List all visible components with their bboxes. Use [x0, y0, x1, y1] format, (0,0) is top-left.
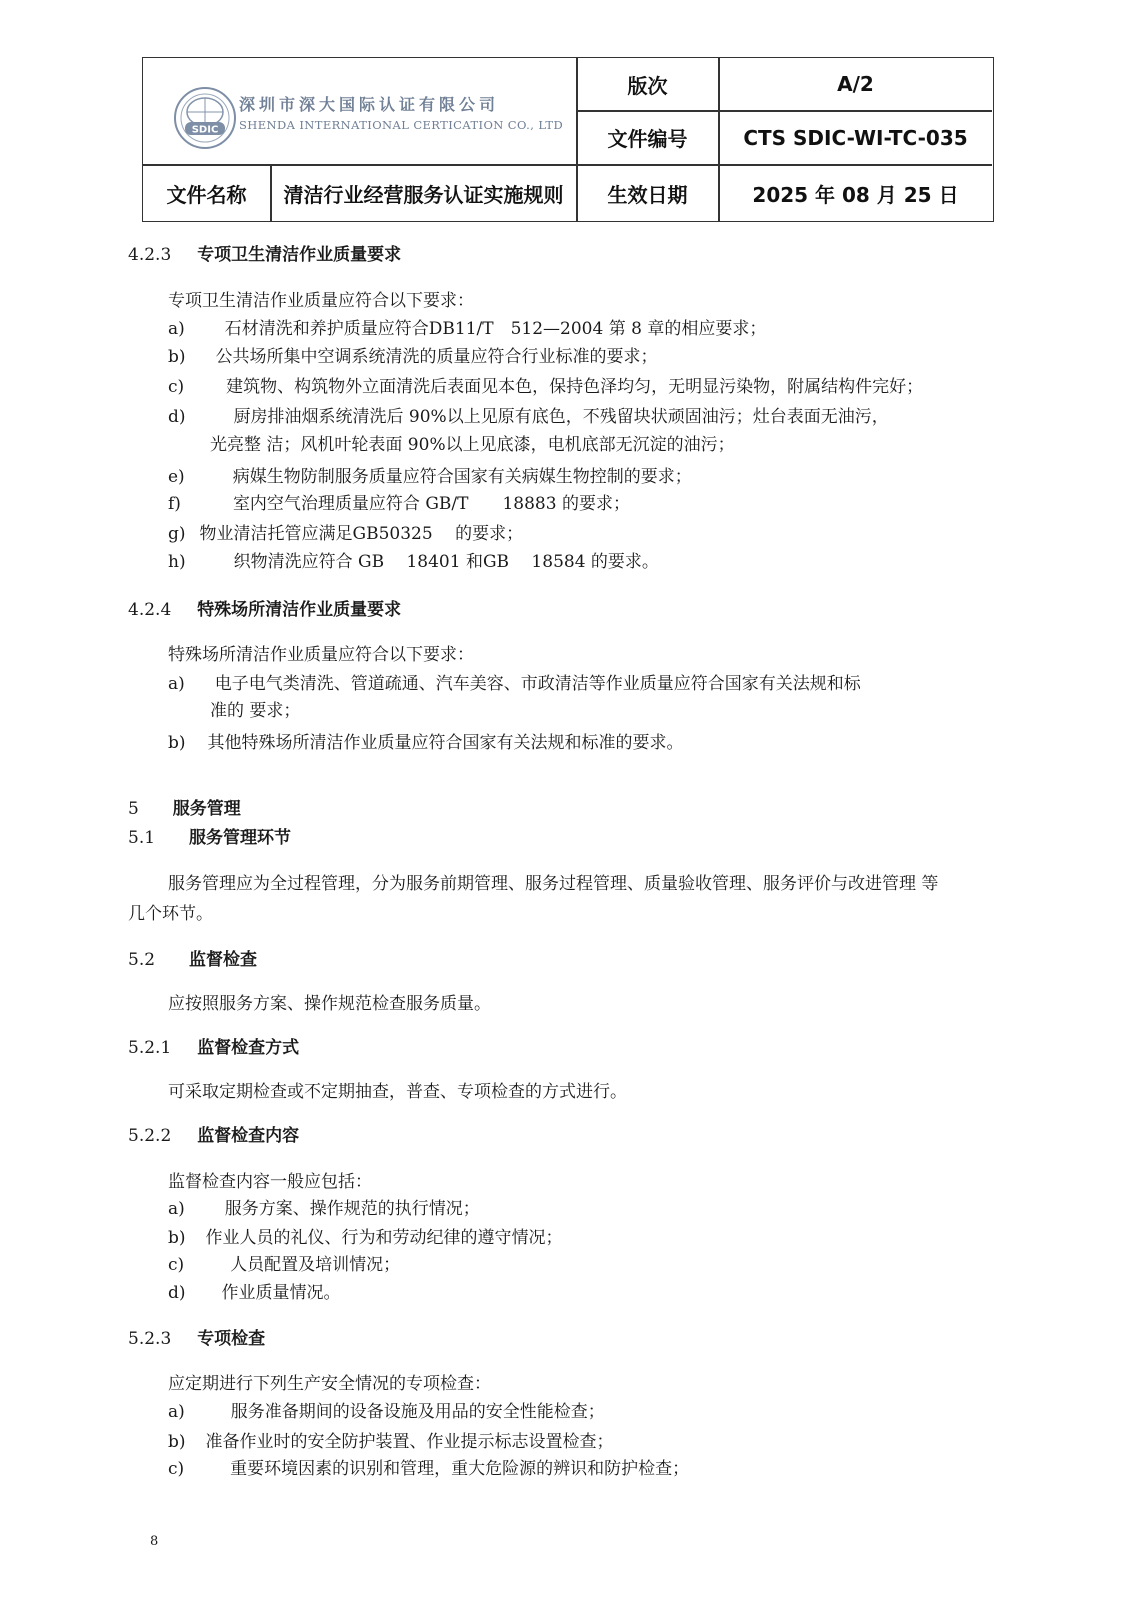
list-marker: b) — [168, 1228, 186, 1248]
list-marker: c) — [168, 377, 185, 397]
section-title: 监督检查方式 — [197, 1038, 300, 1058]
list-marker: a) — [168, 1199, 185, 1219]
section-heading-5-2-2 — [128, 1124, 299, 1148]
list-item-continuation: 光亮整 洁；风机叶轮表面 90%以上见底漆，电机底部无沉淀的油污； — [210, 435, 735, 455]
list-marker: b) — [168, 347, 186, 367]
list-item — [168, 317, 766, 341]
list-text: 物业清洁托管应满足GB50325 的要求； — [199, 524, 524, 544]
section-number: 5.2.3 — [128, 1329, 172, 1349]
globe-logo-icon — [173, 86, 237, 150]
list-text: 厨房排油烟系统清洗后 90%以上见原有底色，不残留块状顽固油污；灶台表面无油污， — [233, 407, 889, 427]
list-text: 建筑物、构筑物外立面清洗后表面见本色，保持色泽均匀，无明显污染物，附属结构件完好； — [226, 377, 924, 397]
paragraph: 专项卫生清洁作业质量应符合以下要求： — [168, 291, 474, 311]
list-text: 重要环境因素的识别和管理，重大危险源的辨识和防护检查； — [230, 1459, 690, 1479]
list-marker: b) — [168, 733, 186, 753]
paragraph: 特殊场所清洁作业质量应符合以下要求： — [168, 645, 474, 665]
list-text: 其他特殊场所清洁作业质量应符合国家有关法规和标准的要求。 — [207, 733, 684, 753]
list-item — [168, 345, 658, 369]
list-text: 电子电气类清洗、管道疏通、汽车美容、市政清洁等作业质量应符合国家有关法规和标 — [214, 674, 861, 694]
section-heading-5-2-3 — [128, 1327, 265, 1351]
section-number: 4.2.4 — [128, 600, 172, 620]
list-text: 病媒生物防制服务质量应符合国家有关病媒生物控制的要求； — [232, 467, 692, 487]
effective-value: 2025 年 08 月 25 日 — [752, 182, 959, 207]
section-title: 监督检查 — [188, 950, 257, 970]
list-item — [168, 492, 630, 516]
list-marker: c) — [168, 1459, 185, 1479]
list-item — [168, 522, 523, 546]
paragraph: 应按照服务方案、操作规范检查服务质量。 — [168, 994, 491, 1014]
list-text: 作业质量情况。 — [221, 1283, 341, 1303]
list-marker: b) — [168, 1432, 186, 1452]
section-number: 5.2 — [128, 950, 156, 970]
list-text: 织物清洗应符合 GB 18401 和GB 18584 的要求。 — [233, 552, 659, 572]
list-item — [168, 550, 659, 574]
list-text: 室内空气治理质量应符合 GB/T 18883 的要求； — [232, 494, 630, 514]
logo-text: SDIC — [191, 124, 219, 136]
list-item — [168, 375, 923, 399]
docno-label: 文件编号 — [607, 127, 688, 151]
version-value: A/2 — [837, 72, 874, 96]
list-text: 作业人员的礼仪、行为和劳动纪律的遵守情况； — [205, 1228, 563, 1248]
list-item — [168, 1457, 689, 1481]
page-number: 8 — [150, 1534, 159, 1549]
paragraph: 应定期进行下列生产安全情况的专项检查： — [168, 1374, 491, 1394]
section-title: 专项卫生清洁作业质量要求 — [197, 245, 402, 265]
list-item — [168, 672, 861, 696]
company-name-cn: 深圳市深大国际认证有限公司 — [239, 95, 500, 114]
section-number: 4.2.3 — [128, 245, 172, 265]
paragraph: 服务管理应为全过程管理，分为服务前期管理、服务过程管理、质量验收管理、服务评价与改进管理 等 — [168, 874, 939, 894]
section-heading-5-2 — [128, 948, 257, 972]
chapter-heading-5 — [128, 797, 241, 821]
list-text: 服务方案、操作规范的执行情况； — [224, 1199, 480, 1219]
section-title: 服务管理环节 — [188, 828, 291, 848]
list-marker: c) — [168, 1255, 185, 1275]
company-name-en: SHENDA INTERNATIONAL CERTICATION CO., LTD — [239, 118, 564, 132]
section-heading-4-2-4 — [128, 598, 401, 622]
list-item — [168, 731, 684, 755]
docname-label: 文件名称 — [166, 182, 247, 207]
list-item — [168, 405, 889, 429]
section-title: 服务管理 — [172, 799, 241, 819]
list-item — [168, 465, 692, 489]
section-title: 专项检查 — [197, 1329, 266, 1349]
paragraph: 可采取定期检查或不定期抽查，普查、专项检查的方式进行。 — [168, 1082, 627, 1102]
effective-label: 生效日期 — [607, 182, 688, 207]
section-heading-4-2-3 — [128, 243, 401, 267]
list-text: 服务准备期间的设备设施及用品的安全性能检查； — [230, 1402, 605, 1422]
section-heading-5-2-1 — [128, 1036, 299, 1060]
section-number: 5 — [128, 799, 139, 819]
document-header-table — [142, 57, 994, 222]
list-marker: a) — [168, 1402, 185, 1422]
list-marker: d) — [168, 1283, 186, 1303]
list-item — [168, 1400, 605, 1424]
list-marker: f) — [168, 494, 181, 514]
version-label: 版次 — [627, 73, 668, 98]
list-item — [168, 1281, 341, 1305]
list-item — [168, 1197, 480, 1221]
section-title: 监督检查内容 — [197, 1126, 300, 1146]
section-number: 5.2.1 — [128, 1038, 172, 1058]
list-marker: d) — [168, 407, 186, 427]
section-number: 5.2.2 — [128, 1126, 172, 1146]
section-title: 特殊场所清洁作业质量要求 — [197, 600, 402, 620]
list-item — [168, 1253, 400, 1277]
list-marker: a) — [168, 319, 185, 339]
list-marker: a) — [168, 674, 185, 694]
list-text: 人员配置及培训情况； — [230, 1255, 401, 1275]
list-item — [168, 1226, 563, 1250]
list-text: 准备作业时的安全防护装置、作业提示标志设置检查； — [205, 1432, 614, 1452]
list-item — [168, 1430, 614, 1454]
list-text: 石材清洗和养护质量应符合DB11/T 512—2004 第 8 章的相应要求； — [224, 319, 767, 339]
list-marker: e) — [168, 467, 185, 487]
paragraph: 监督检查内容一般应包括： — [168, 1172, 372, 1192]
section-heading-5-1 — [128, 826, 291, 850]
docno-value: CTS SDIC-WI-TC-035 — [743, 125, 968, 150]
list-marker: h) — [168, 552, 186, 572]
section-number: 5.1 — [128, 828, 156, 848]
list-text: 公共场所集中空调系统清洗的质量应符合行业标准的要求； — [215, 347, 658, 367]
docname-value: 清洁行业经营服务认证实施规则 — [283, 182, 564, 207]
list-marker: g) — [168, 524, 186, 544]
company-logo — [173, 86, 593, 150]
paragraph-continuation: 几个环节。 — [128, 904, 213, 924]
list-item-continuation: 准的 要求； — [210, 701, 301, 721]
